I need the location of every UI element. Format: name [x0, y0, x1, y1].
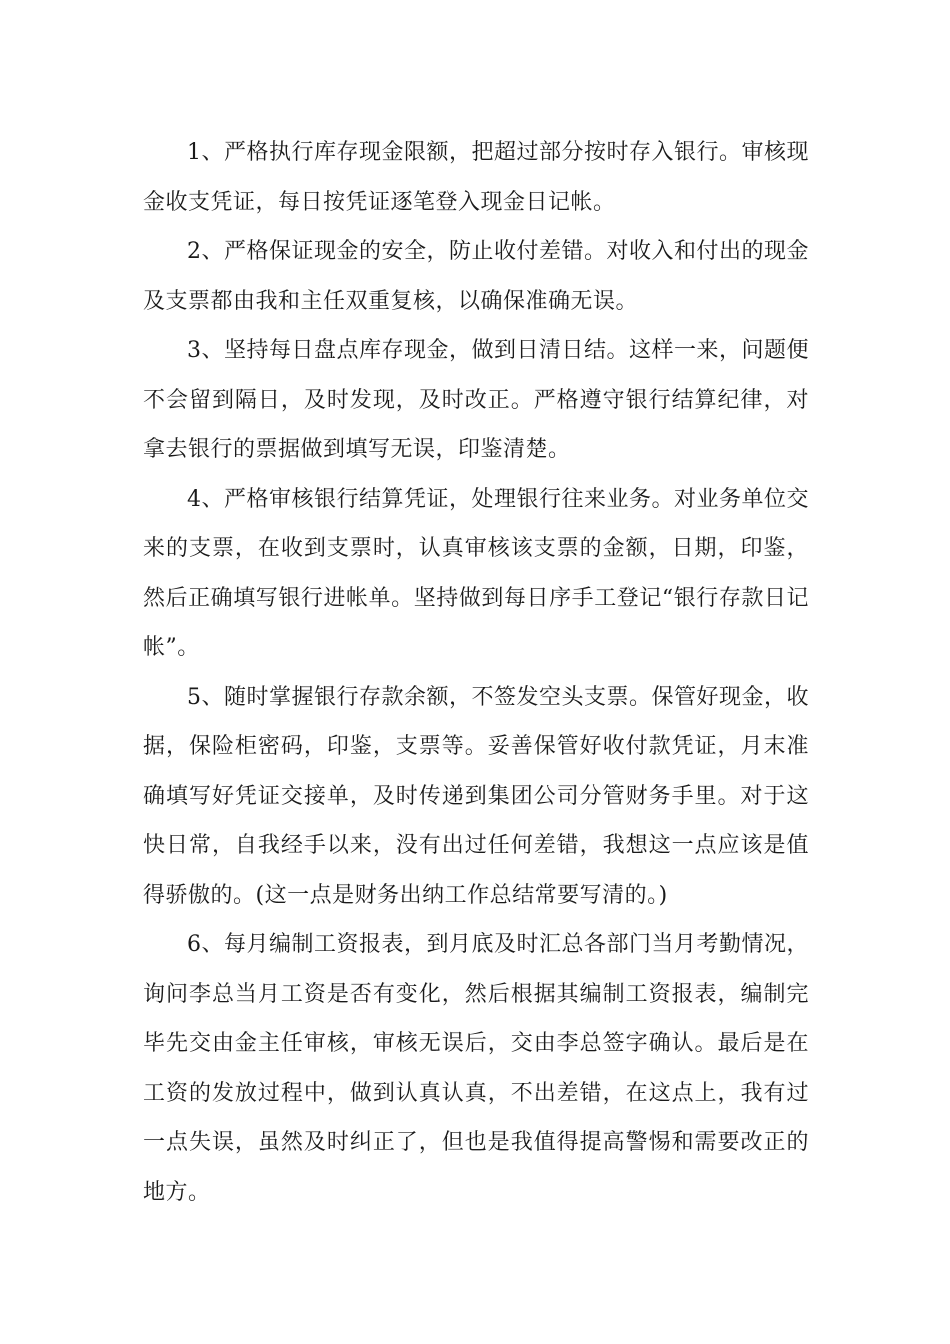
paragraph-5: 5、随时掌握银行存款余额，不签发空头支票。保管好现金，收据，保险柜密码，印鉴，支票等。妥善保管好收付款凭证，月末准确填写好凭证交接单，及时传递到集团公司分管财务手里。对于这快日常，自我经手以来，没有出过任何差错，我想这一点应该是值得骄傲的。(这一点是财务出纳工作总结常要写清的。) — [143, 684, 809, 908]
paragraph-3: 3、坚持每日盘点库存现金，做到日清日结。这样一来，问题便不会留到隔日，及时发现，及时改正。严格遵守银行结算纪律，对拿去银行的票据做到填写无误，印鉴清楚。 — [143, 338, 809, 462]
paragraph-2: 2、严格保证现金的安全，防止收付差错。对收入和付出的现金及支票都由我和主任双重复核，以确保准确无误。 — [143, 239, 809, 314]
paragraph-6: 6、每月编制工资报表，到月底及时汇总各部门当月考勤情况，询问李总当月工资是否有变化，然后根据其编制工资报表，编制完毕先交由金主任审核，审核无误后，交由李总签字确认。最后是在工资的发放过程中，做到认真认真，不出差错，在这点上，我有过一点失误，虽然及时纠正了，但也是我值得提高警惕和需要改正的地方。 — [143, 932, 809, 1205]
document-body — [143, 128, 809, 1217]
paragraph-4: 4、严格审核银行结算凭证，处理银行往来业务。对业务单位交来的支票，在收到支票时，认真审核该支票的金额，日期，印鉴，然后正确填写银行进帐单。坚持做到每日序手工登记“银行存款日记帐”。 — [143, 486, 809, 660]
paragraph-1: 1、严格执行库存现金限额，把超过部分按时存入银行。审核现金收支凭证，每日按凭证逐笔登入现金日记帐。 — [143, 140, 809, 215]
